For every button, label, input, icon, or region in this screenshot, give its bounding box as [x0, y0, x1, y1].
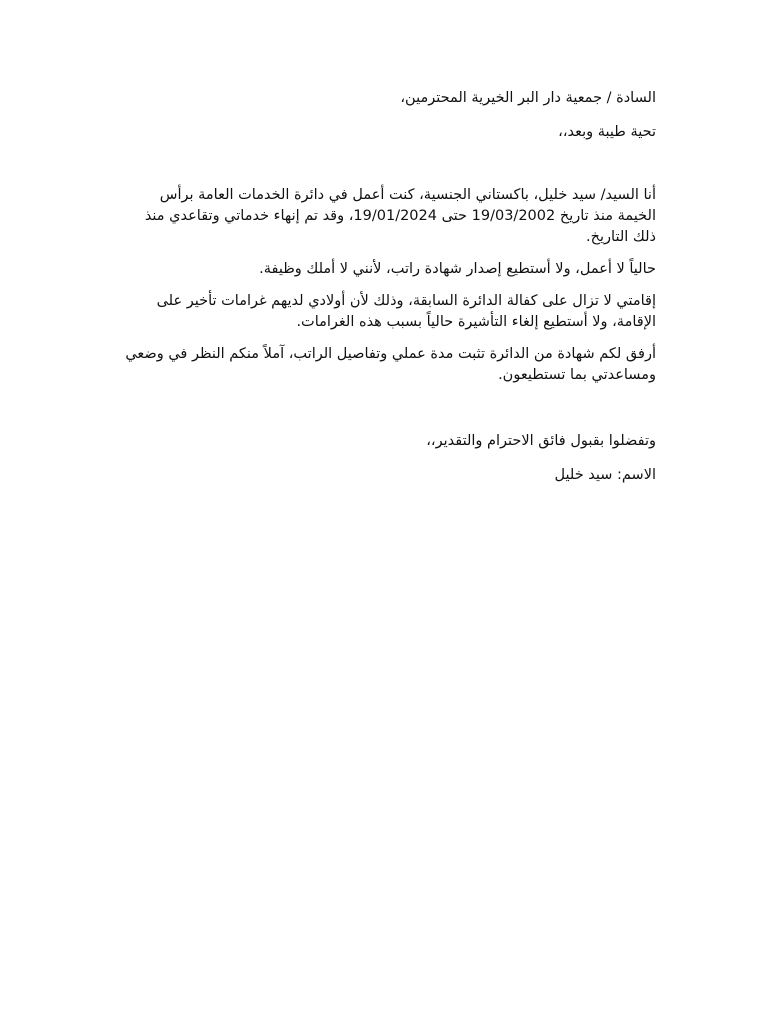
paragraph-residency: إقامتي لا تزال على كفالة الدائرة السابقة، وذلك لأن أولادي لديهم غرامات تأخير على الإقامة، ولا أستطيع إلغاء التأشيرة حالياً بسبب هذه الغرامات. — [156, 293, 656, 330]
paragraph-employment: أنا السيد/ سيد خليل، باكستاني الجنسية، كنت أعمل في دائرة الخدمات العامة برأس الخيمة منذ تاريخ 19/03/2002 حتى 19/01/2024، وقد تم إنهاء خدماتي وتقاعدي منذ ذلك التاريخ. — [144, 187, 656, 245]
letter-closing: وتفضلوا بقبول فائق الاحترام والتقدير،، — [426, 433, 656, 449]
letter-salutation: السادة / جمعية دار البر الخيرية المحترمين، — [400, 90, 656, 106]
paragraph-request: أرفق لكم شهادة من الدائرة تثبت مدة عملي وتفاصيل الراتب، آملاً منكم النظر في وضعي ومساعدتي بما تستطيعون. — [125, 346, 656, 383]
letter-signature: الاسم: سيد خليل — [554, 467, 656, 483]
letter-body — [120, 88, 656, 486]
paragraph-current-status: حالياً لا أعمل، ولا أستطيع إصدار شهادة راتب، لأنني لا أملك وظيفة. — [259, 261, 656, 277]
letter-greeting: تحية طيبة وبعد،، — [558, 124, 656, 140]
